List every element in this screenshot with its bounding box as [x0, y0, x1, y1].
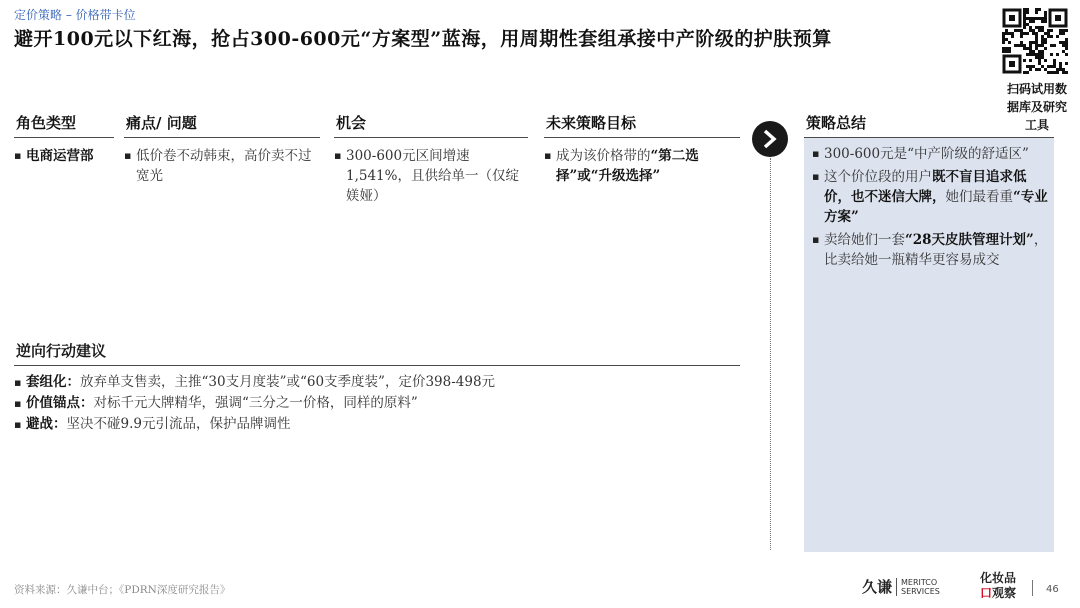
logo-cn: 久谦: [862, 578, 893, 596]
column-header: 机会: [334, 112, 528, 138]
logo-en: MERITCO SERVICES: [901, 577, 940, 596]
bullet-item: ▪ 300-600元区间增速1,541%，且供给单一（仅绽媄娅）: [334, 146, 528, 206]
divider: [770, 158, 771, 550]
source-note: 资料来源：久谦中台；《PDRN深度研究报告》: [14, 584, 231, 596]
page-title: 避开100元以下红海，抢占300-600元“方案型”蓝海，用周期性套组承接中产阶级的护肤预算: [14, 28, 832, 50]
summary-section: [804, 112, 1054, 138]
bullet-item: ▪ 这个价位段的用户既不盲目追求低价，也不迷信大牌，她们最看重“专业方案”: [812, 167, 1048, 227]
bullet-item: ▪ 卖给她们一套“28天皮肤管理计划”，比卖给她一瓶精华更容易成交: [812, 230, 1048, 270]
bullet-item: ▪ 电商运营部: [14, 146, 114, 166]
column-pain-point: [124, 112, 320, 186]
bullet-item: ▪ 价值锚点：对标千元大牌精华，强调“三分之一价格，同样的原料”: [14, 393, 740, 414]
column-body: [124, 138, 320, 186]
cosmetics-observer-logo: 化妆品 口观察: [980, 571, 1017, 600]
column-body: [14, 138, 114, 166]
page-number: 46: [1046, 584, 1059, 595]
page-separator: [1032, 580, 1033, 596]
bullet-item: ▪ 低价卷不动韩束，高价卖不过宽光: [124, 146, 320, 186]
bullet-item: ▪ 成为该价格带的“第二选择”或“升级选择”: [544, 146, 740, 186]
action-body: [14, 366, 740, 435]
bullet-item: ▪ 套组化：放弃单支售卖，主推“30支月度装”或“60支季度装”，定价398-498元: [14, 372, 740, 393]
chevron-right-icon: [752, 121, 788, 157]
action-section: [14, 340, 740, 435]
bullet-item: ▪ 300-600元是“中产阶级的舒适区”: [812, 144, 1048, 164]
qr-code-image[interactable]: [1002, 8, 1068, 74]
column-body: [334, 138, 528, 206]
bullet-item: ▪ 避战：坚决不碰9.9元引流品，保护品牌调性: [14, 414, 740, 435]
column-future-goal: [544, 112, 740, 186]
column-header: 角色类型: [14, 112, 114, 138]
logo-separator: [896, 578, 897, 596]
column-opportunity: [334, 112, 528, 206]
column-role: [14, 112, 114, 166]
column-header: 未来策略目标: [544, 112, 740, 138]
meritco-logo: [862, 576, 940, 597]
section-kicker: 定价策略 – 价格带卡位: [14, 8, 136, 22]
qr-caption: 扫码试用数据库及研究工具: [1006, 82, 1067, 132]
summary-header: 策略总结: [804, 112, 1054, 138]
summary-body: [812, 144, 1048, 273]
column-body: [544, 138, 740, 186]
column-header: 痛点/ 问题: [124, 112, 320, 138]
action-header: 逆向行动建议: [14, 340, 740, 366]
